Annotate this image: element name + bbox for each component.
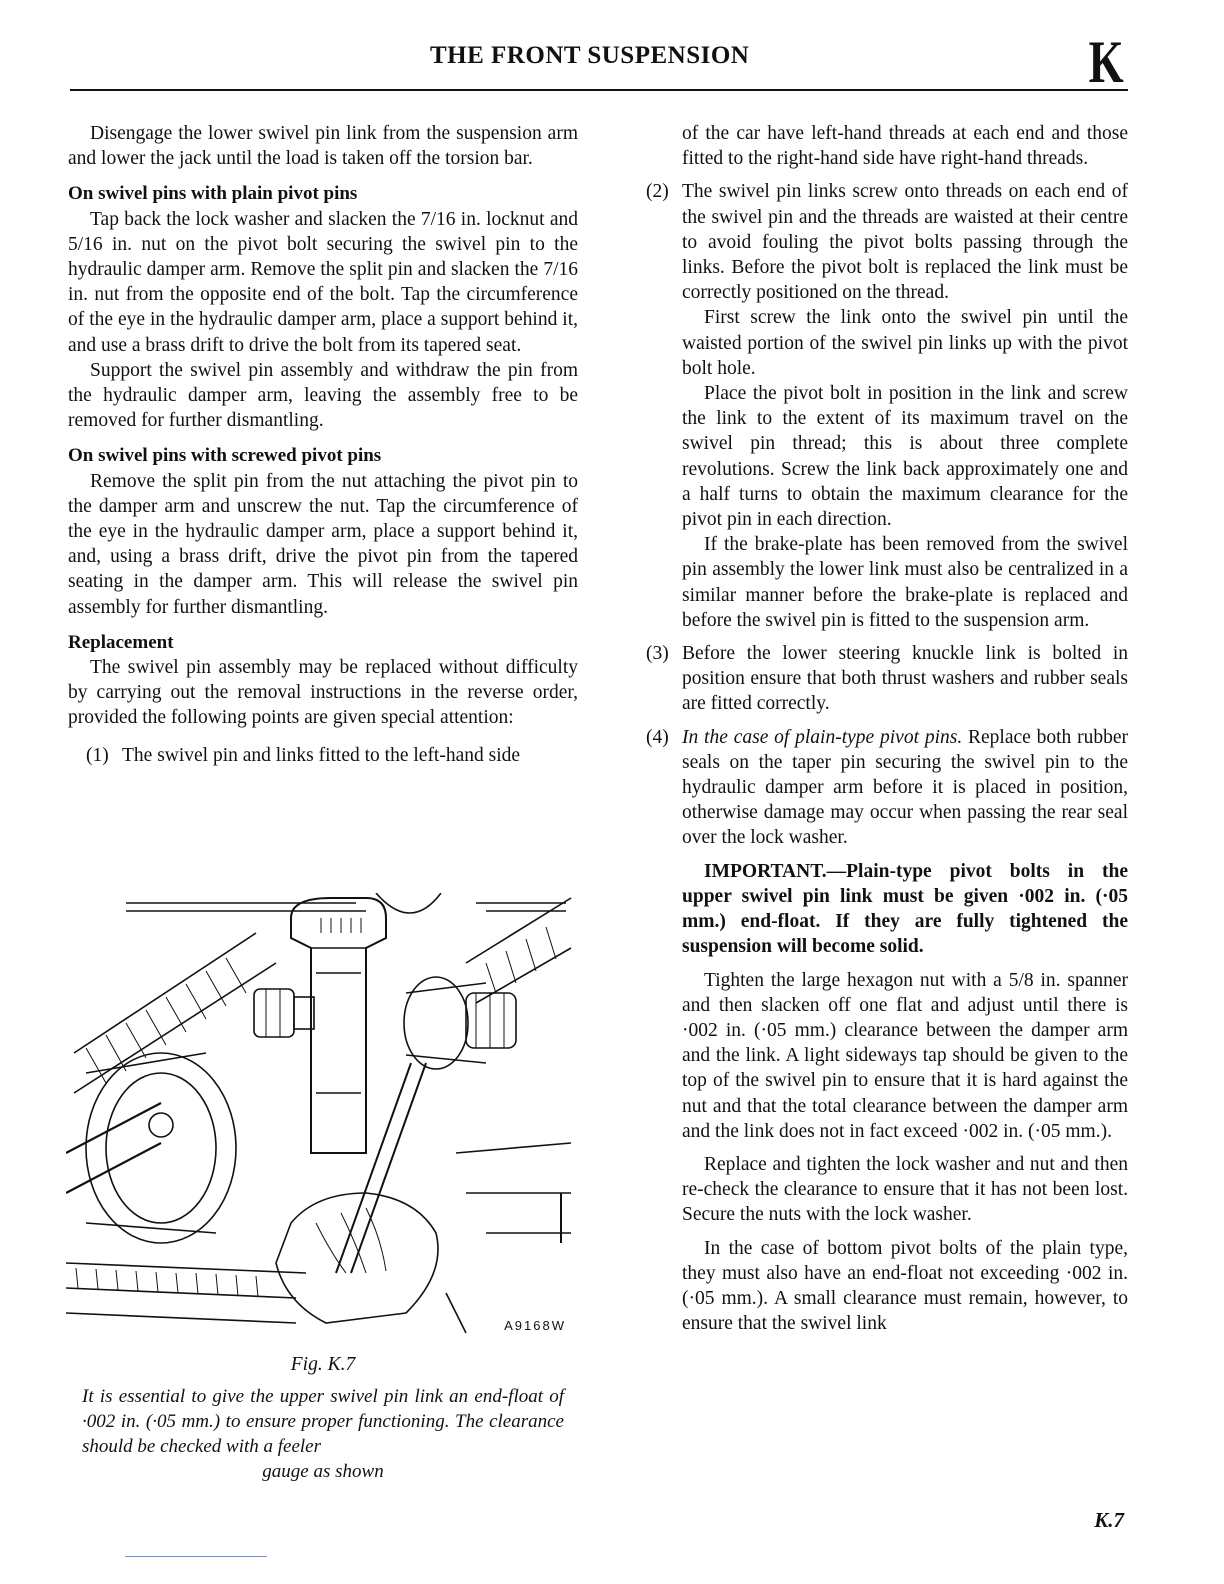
plain-pivot-paragraph-2: Support the swivel pin assembly and withdraw the pin from the hydraulic damper arm, leaving the assembly free to be removed for further dismantling. (68, 359, 578, 432)
list-item-3 (646, 641, 1128, 717)
list-item-2-paragraph-3: Place the pivot bolt in position in the link and screw the link to the extent of its maximum travel on the swivel pin thread; this is about three complete revolutions. Screw the link back approximately one and a half turns to obtain the maximum clearance for the pivot pin in each direction. (682, 383, 1128, 531)
list-item-1-text: The swivel pin and links fitted to the left-hand side (122, 744, 521, 766)
list-item-4-paragraph (682, 725, 1128, 851)
header-rule (70, 89, 1128, 91)
figure-caption-text: It is essential to give the upper swivel pin link an end-float of ·002 in. (·05 mm.) to ensure proper functioning. The clearance should be checked with a feeler (82, 1386, 564, 1457)
important-note: IMPORTANT.—Plain-type pivot bolts in the upper swivel pin link must be given ·002 in. (·05 mm.) end-float. If they are fully tightened the suspension will become solid. (682, 860, 1128, 958)
list-item-2-paragraph-4: If the brake-plate has been removed from the swivel pin assembly the lower link must also be centralized in a similar manner before the brake-plate is replaced and before the swivel pin is fitted to the suspension arm. (682, 534, 1128, 631)
swivel-pin-drawing (66, 893, 578, 1345)
replacement-paragraph: The swivel pin assembly may be replaced without difficulty by carrying out the removal instructions in the reverse order, provided the following points are given special attention: (68, 657, 578, 729)
left-column (68, 121, 578, 768)
list-item-1-number: (1) (86, 744, 109, 766)
footer-link-line (125, 1556, 267, 1557)
list-item-4 (646, 725, 1128, 1337)
replacement-heading: Replacement (68, 631, 174, 653)
figure-k7-illustration (66, 893, 578, 1345)
tighten-paragraph: Tighten the large hexagon nut with a 5/8 in. spanner and then slacken off one flat and adjust until there is ·002 in. (·05 mm.) clearance between the damper arm and the link. A light sideways tap should be given to the top of the swivel pin to ensure that it is hard against the nut and that the total clearance between the damper arm and the link does not in fact exceed ·002 in. (·05 mm.). (682, 969, 1128, 1142)
intro-paragraph: Disengage the lower swivel pin link from the suspension arm and lower the jack until the load is taken off the torsion bar. (68, 123, 578, 170)
list-item-2-paragraph-2: First screw the link onto the swivel pin until the waisted portion of the swivel pin links up with the pivot bolt hole. (682, 307, 1128, 379)
screwed-pivot-paragraph: Remove the split pin from the nut attaching the pivot pin to the damper arm and unscrew the nut. Tap the circumference of the eye in the hydraulic damper arm, place a support behind it, and, using a brass drift, drive the pivot pin from the tapered seating in the damper arm. This will release the swivel pin assembly for further dismantling. (68, 470, 578, 618)
bottom-pivot-paragraph: In the case of bottom pivot bolts of the plain type, they must also have an end-float not exceeding ·002 in. (·05 mm.). A small clearance must remain, however, to ensure that the swivel link (682, 1237, 1128, 1335)
page-header (70, 29, 1128, 95)
list-item-1 (68, 743, 578, 768)
list-item-3-paragraph: Before the lower steering knuckle link is bolted in position ensure that both thrust washers and rubber seals are fitted correctly. (682, 643, 1128, 715)
page-number: K.7 (1094, 1508, 1124, 1532)
list-item-2-paragraph-1: The swivel pin links screw onto threads on each end of the swivel pin and the threads are waisted at their centre to avoid fouling the pivot bolts passing through the links. Before the pivot bolt is replaced the link must be correctly positioned on the thread. (682, 181, 1128, 304)
list-item-3-number: (3) (646, 643, 669, 665)
list-item-1-continuation: of the car have left-hand threads at each end and those fitted to the right-hand side have right-hand threads. (682, 123, 1128, 170)
right-column (646, 121, 1128, 1336)
section-letter: K (1088, 29, 1124, 95)
figure-code: A9168W (504, 1318, 566, 1333)
plain-pivot-heading: On swivel pins with plain pivot pins (68, 183, 358, 205)
list-item-4-text: Replace both rubber seals on the taper pin securing the swivel pin to the hydraulic damper arm before it is placed in position, otherwise damage may occur when passing the rear seal over the lock washer. (682, 726, 1129, 849)
figure-caption-last-line: gauge as shown (262, 1461, 384, 1482)
list-item-2-number: (2) (646, 181, 669, 203)
list-item-4-number: (4) (646, 726, 669, 748)
list-item-4-lead: In the case of plain-type pivot pins. (682, 726, 963, 748)
figure-label: Fig. K.7 (290, 1354, 356, 1375)
figure-caption (82, 1384, 564, 1484)
list-item-2 (646, 179, 1128, 633)
screwed-pivot-heading: On swivel pins with screwed pivot pins (68, 445, 382, 467)
page-title: THE FRONT SUSPENSION (430, 42, 750, 69)
plain-pivot-paragraph-1: Tap back the lock washer and slacken the 7/16 in. locknut and 5/16 in. nut on the pivot bolt securing the swivel pin to the hydraulic damper arm. Remove the split pin and slacken the 7/16 in. nut from the opposite end of the bolt. Tap the circumference of the eye in the hydraulic damper arm, place a support behind it, and use a brass drift to drive the bolt from its tapered seat. (68, 208, 578, 356)
replace-paragraph: Replace and tighten the lock washer and nut and then re-check the clearance to ensure that it has not been lost. Secure the nuts with the lock washer. (682, 1153, 1128, 1226)
